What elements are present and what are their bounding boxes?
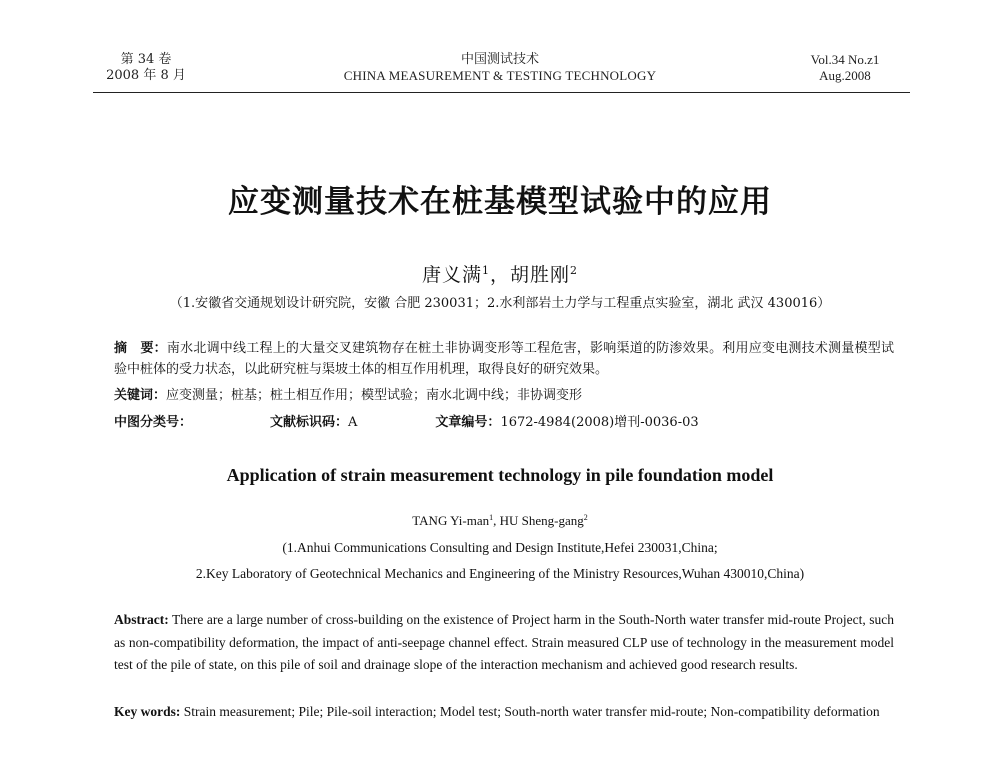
keywords-cn-text: 应变测量；桩基；桩土相互作用；模型试验；南水北调中线；非协调变形 bbox=[166, 388, 583, 403]
author-2-en-affil-mark: 2 bbox=[583, 513, 588, 522]
volume-en: Vol.34 No.z1 bbox=[810, 52, 880, 67]
abstract-cn-label: 摘 要： bbox=[114, 341, 167, 356]
abstract-cn-text: 南水北调中线工程上的大量交叉建筑物存在桩土非协调变形等工程危害，影响渠道的防渗效果。利用应变电测技术测量模型试验中桩体的受力状态，以此研究桩与渠坡土体的相互作用机理，取得良好的研究效果。 bbox=[114, 341, 894, 377]
paper-title-cn: 应变测量技术在桩基模型试验中的应用 bbox=[228, 184, 772, 220]
author-separator: ， bbox=[489, 264, 510, 286]
date-cn: 2008 年 8 月 bbox=[106, 68, 186, 83]
header-volume-date-cn bbox=[98, 52, 194, 84]
article-no-label: 文章编号： bbox=[435, 415, 501, 430]
author-1-cn: 唐义满 bbox=[421, 264, 482, 286]
doc-code-label: 文献标识码： bbox=[270, 415, 349, 430]
abstract-en bbox=[114, 609, 894, 677]
journal-name-en: CHINA MEASUREMENT & TESTING TECHNOLOGY bbox=[343, 68, 657, 83]
author-2-en: HU Sheng-gang bbox=[499, 513, 584, 528]
keywords-en bbox=[114, 701, 894, 724]
author-1-affil-mark: 1 bbox=[481, 264, 490, 277]
volume-cn: 第 34 卷 bbox=[120, 52, 172, 67]
abstract-cn bbox=[114, 338, 894, 380]
author-1-en: TANG Yi-man bbox=[412, 513, 490, 528]
authors-cn bbox=[0, 260, 1000, 287]
affiliation-en-line-1: (1.Anhui Communications Consulting and Design Institute,Hefei 230031,China; bbox=[282, 540, 718, 555]
journal-name-cn: 中国测试技术 bbox=[460, 52, 539, 67]
doc-code-value: A bbox=[348, 415, 358, 430]
author-en-separator: , bbox=[493, 513, 500, 528]
keywords-cn bbox=[114, 385, 894, 406]
affiliation-en-line-2: 2.Key Laboratory of Geotechnical Mechanics and Engineering of the Ministry Resources,Wuhan 430010,China) bbox=[195, 566, 805, 581]
author-1-en-affil-mark: 1 bbox=[489, 513, 494, 522]
paper-title-en: Application of strain measurement technology in pile foundation model bbox=[226, 465, 774, 485]
article-no-value: 1672-4984(2008)增刊-0036-03 bbox=[500, 415, 699, 430]
header-volume-date-en bbox=[790, 52, 900, 84]
abstract-en-label: Abstract: bbox=[114, 612, 169, 627]
abstract-en-text: There are a large number of cross-building on the existence of Project harm in the South-North water transfer mid-route Project, such as non-compatibility deformation, the impact of anti-seepage channel effect. Strain measured CLP use of technology in the measurement model test of the pile of state, on this pile of soil and drainage slope of the interaction mechanism and achieved good research results. bbox=[114, 612, 894, 672]
author-2-cn: 胡胜刚 bbox=[510, 264, 571, 286]
keywords-en-label: Key words: bbox=[114, 704, 181, 719]
date-en: Aug.2008 bbox=[819, 68, 871, 83]
classification-line bbox=[114, 412, 894, 433]
keywords-cn-label: 关键词： bbox=[114, 388, 167, 403]
keywords-en-text: Strain measurement; Pile; Pile-soil interaction; Model test; South-north water transfer mid-route; Non-compatibility deformation bbox=[183, 704, 880, 719]
authors-en bbox=[0, 513, 1000, 529]
header-journal bbox=[300, 52, 700, 84]
author-2-affil-mark: 2 bbox=[570, 264, 579, 277]
affiliation-cn: （1.安徽省交通规划设计研究院，安徽 合肥 230031；2.水利部岩土力学与工程重点实验室，湖北 武汉 430016） bbox=[169, 296, 831, 311]
clc-label: 中图分类号： bbox=[114, 415, 193, 430]
header-rule bbox=[93, 92, 910, 93]
